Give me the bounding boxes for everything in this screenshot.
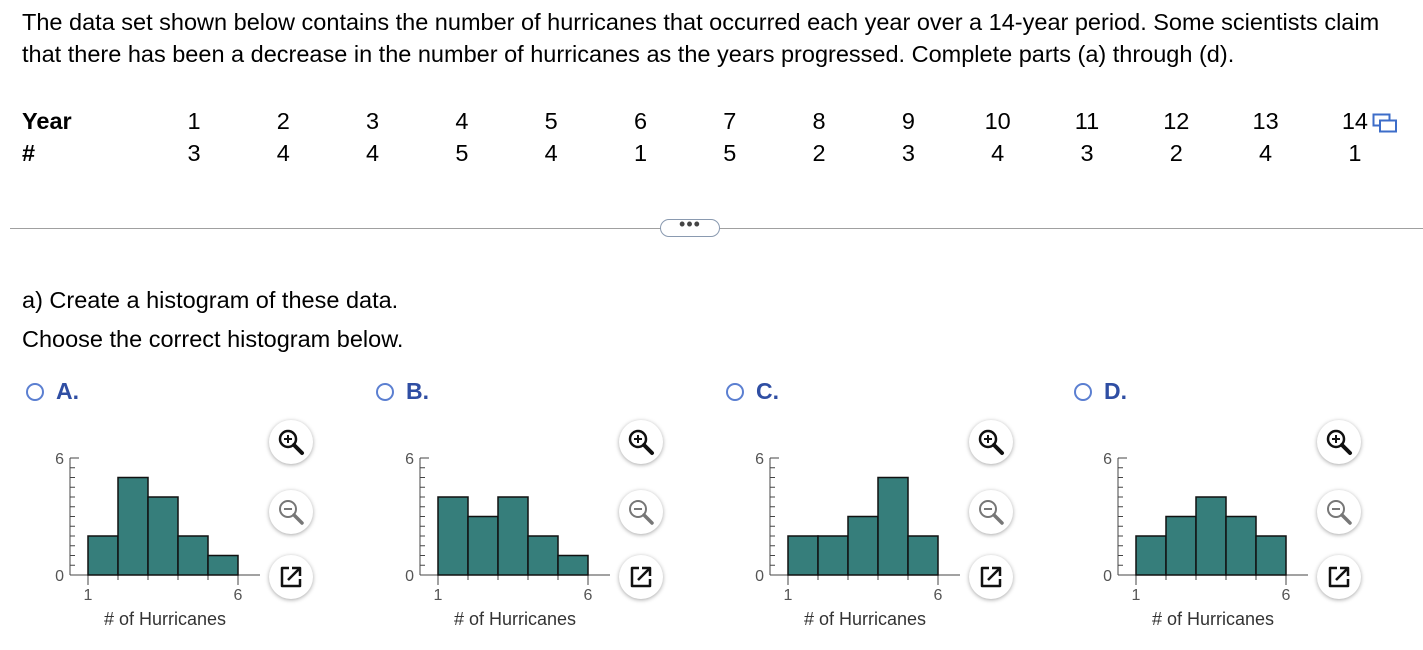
zoom-out-icon xyxy=(977,498,1005,526)
year-cell: 9 xyxy=(901,108,915,134)
option-letter: A. xyxy=(56,378,79,404)
count-cell: 3 xyxy=(1080,140,1094,166)
count-cell: 4 xyxy=(544,140,558,166)
year-cell: 5 xyxy=(544,108,558,134)
zoom-out-button[interactable] xyxy=(969,490,1013,534)
table-row-label-year: Year xyxy=(22,108,72,134)
y-tick-label: 6 xyxy=(755,451,764,468)
popout-icon xyxy=(277,563,305,591)
option-letter: C. xyxy=(756,378,779,404)
histogram-bar xyxy=(818,536,848,575)
count-cell: 4 xyxy=(1259,140,1273,166)
question-line-1: a) Create a histogram of these data. xyxy=(22,287,399,313)
option-d[interactable] xyxy=(1074,378,1127,405)
histogram-bar xyxy=(848,517,878,576)
histogram-bar xyxy=(88,536,118,575)
zoom-out-button[interactable] xyxy=(1317,490,1361,534)
option-b[interactable] xyxy=(376,378,429,405)
count-cell: 3 xyxy=(901,140,915,166)
histogram-bar xyxy=(1256,536,1286,575)
x-tick-label: 6 xyxy=(1281,587,1291,604)
histogram-bar xyxy=(178,536,208,575)
histogram-chart xyxy=(1098,430,1328,640)
popout-icon xyxy=(977,563,1005,591)
x-tick-label: 1 xyxy=(783,587,793,604)
y-tick-label: 6 xyxy=(1103,451,1112,468)
histogram-bar xyxy=(1196,497,1226,575)
zoom-in-button[interactable] xyxy=(969,420,1013,464)
x-axis-label: # of Hurricanes xyxy=(103,609,227,629)
option-a[interactable] xyxy=(26,378,79,405)
histogram-bar xyxy=(558,556,588,576)
histogram-bar xyxy=(1226,517,1256,576)
histogram-bar xyxy=(498,497,528,575)
histogram-bar xyxy=(438,497,468,575)
zoom-in-icon xyxy=(627,428,655,456)
zoom-in-button[interactable] xyxy=(269,420,313,464)
x-tick-label: 1 xyxy=(1131,587,1141,604)
radio-button[interactable] xyxy=(376,383,394,401)
copy-icon[interactable] xyxy=(1372,113,1398,133)
zoom-out-button[interactable] xyxy=(269,490,313,534)
histogram-bar xyxy=(1166,517,1196,576)
histogram-chart xyxy=(400,430,630,640)
histogram-chart xyxy=(50,430,280,640)
x-axis-label: # of Hurricanes xyxy=(1151,609,1275,629)
count-cell: 5 xyxy=(455,140,469,166)
year-cell: 12 xyxy=(1163,108,1190,134)
option-letter: B. xyxy=(406,378,429,404)
popout-icon xyxy=(627,563,655,591)
x-tick-label: 6 xyxy=(583,587,593,604)
x-tick-label: 6 xyxy=(233,587,243,604)
zoom-out-icon xyxy=(627,498,655,526)
count-cell: 3 xyxy=(187,140,201,166)
x-tick-label: 6 xyxy=(933,587,943,604)
popout-button[interactable] xyxy=(969,555,1013,599)
ellipsis-icon: ••• xyxy=(679,214,701,234)
year-cell: 11 xyxy=(1074,108,1100,134)
zoom-in-icon xyxy=(1325,428,1353,456)
x-tick-label: 1 xyxy=(83,587,93,604)
radio-button[interactable] xyxy=(726,383,744,401)
year-cell: 10 xyxy=(984,108,1011,134)
option-letter: D. xyxy=(1104,378,1127,404)
radio-button[interactable] xyxy=(1074,383,1092,401)
table-row-label-count: # xyxy=(22,140,36,166)
count-cell: 2 xyxy=(812,140,826,166)
histogram-bar xyxy=(208,556,238,576)
y-tick-label: 0 xyxy=(1103,568,1112,585)
zoom-in-button[interactable] xyxy=(619,420,663,464)
year-cell: 6 xyxy=(633,108,648,134)
problem-statement: The data set shown below contains the number of hurricanes that occurred each year over a 14-year period. Some scientists claim that there has been a decrease in the number of hurricanes as the years progressed. Complete parts (a) through (d). xyxy=(22,9,1380,67)
count-cell: 4 xyxy=(991,140,1005,166)
popout-button[interactable] xyxy=(269,555,313,599)
zoom-out-button[interactable] xyxy=(619,490,663,534)
zoom-in-button[interactable] xyxy=(1317,420,1361,464)
histogram-chart xyxy=(750,430,980,640)
year-cell: 14 xyxy=(1341,108,1368,134)
zoom-in-icon xyxy=(977,428,1005,456)
zoom-in-icon xyxy=(277,428,305,456)
y-tick-label: 6 xyxy=(55,451,64,468)
data-table xyxy=(22,108,1402,170)
histogram-bar xyxy=(148,497,178,575)
year-cell: 7 xyxy=(723,108,737,134)
popout-icon xyxy=(1325,563,1353,591)
expand-more-button[interactable] xyxy=(660,214,720,237)
histogram-bar xyxy=(788,536,818,575)
popout-button[interactable] xyxy=(619,555,663,599)
count-cell: 4 xyxy=(276,140,290,166)
histogram-bar xyxy=(908,536,938,575)
year-cell: 8 xyxy=(812,108,826,134)
zoom-out-icon xyxy=(1325,498,1353,526)
count-cell: 2 xyxy=(1169,140,1183,166)
option-c[interactable] xyxy=(726,378,779,405)
year-cell: 3 xyxy=(366,108,380,134)
year-cell: 4 xyxy=(455,108,469,134)
y-tick-label: 0 xyxy=(755,568,764,585)
histogram-bar xyxy=(528,536,558,575)
count-cell: 4 xyxy=(366,140,380,166)
y-tick-label: 6 xyxy=(405,451,414,468)
x-axis-label: # of Hurricanes xyxy=(453,609,577,629)
histogram-bar xyxy=(118,478,148,576)
year-cell: 2 xyxy=(276,108,290,134)
year-cell: 1 xyxy=(187,108,201,134)
y-tick-label: 0 xyxy=(55,568,64,585)
zoom-out-icon xyxy=(277,498,305,526)
popout-button[interactable] xyxy=(1317,555,1361,599)
radio-button[interactable] xyxy=(26,383,44,401)
x-axis-label: # of Hurricanes xyxy=(803,609,927,629)
count-cell: 1 xyxy=(1348,140,1362,166)
histogram-bar xyxy=(468,517,498,576)
histogram-bar xyxy=(878,478,908,576)
y-tick-label: 0 xyxy=(405,568,414,585)
year-cell: 13 xyxy=(1252,108,1279,134)
x-tick-label: 1 xyxy=(433,587,443,604)
question-line-2: Choose the correct histogram below. xyxy=(22,326,404,352)
count-cell: 5 xyxy=(723,140,737,166)
histogram-bar xyxy=(1136,536,1166,575)
count-cell: 1 xyxy=(633,140,648,166)
